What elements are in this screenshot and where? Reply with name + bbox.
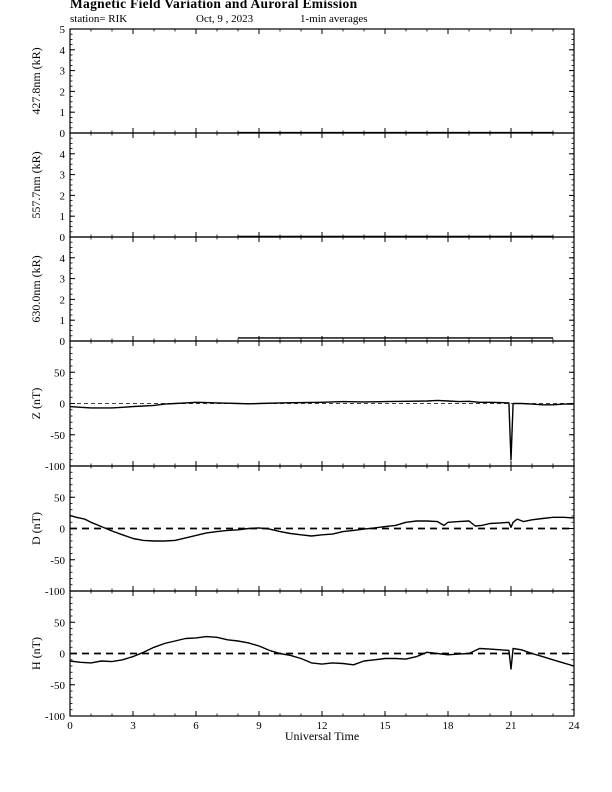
y-axis-label: 630.0nm (kR) [29, 255, 43, 323]
y-tick-label: 0 [59, 336, 65, 348]
y-tick-label: 4 [59, 44, 65, 57]
x-tick-label: 6 [193, 720, 199, 732]
y-tick-label: 50 [54, 492, 65, 505]
y-axis-label: D (nT) [29, 512, 43, 545]
y-tick-label: 4 [59, 252, 65, 265]
y-axis-label: 427.8nm (kR) [29, 47, 43, 115]
y-tick-label: -50 [50, 429, 65, 442]
y-tick-label: 1 [59, 107, 65, 120]
y-tick-label: 3 [59, 65, 65, 78]
y-tick-label: 3 [59, 169, 65, 182]
x-tick-label: 3 [130, 720, 136, 732]
y-tick-label: 0 [59, 648, 65, 661]
y-axis-label: H (nT) [29, 637, 43, 670]
y-tick-label: -50 [50, 679, 65, 692]
y-tick-label: 0 [59, 232, 65, 244]
averaging-label: 1-min averages [300, 13, 368, 25]
x-tick-label: 18 [442, 720, 454, 732]
x-tick-label: 9 [256, 720, 262, 732]
y-tick-label: 4 [59, 148, 65, 161]
y-tick-label: -50 [50, 554, 65, 567]
y-tick-label: -100 [44, 586, 65, 598]
y-tick-label: 0 [59, 398, 65, 411]
y-tick-label: 5 [59, 24, 65, 36]
y-tick-label: 1 [59, 315, 65, 328]
y-axis-label: 557.7nm (kR) [29, 151, 43, 219]
y-tick-label: 50 [54, 617, 65, 630]
x-tick-label: 0 [67, 720, 73, 732]
panel-frame [70, 237, 574, 341]
x-tick-label: 24 [568, 720, 580, 732]
y-tick-label: 2 [59, 190, 65, 203]
x-tick-label: 21 [505, 720, 517, 732]
y-tick-label: 0 [59, 128, 65, 140]
y-tick-label: 2 [59, 86, 65, 99]
chart-title: Magnetic Field Variation and Auroral Emission [70, 0, 358, 11]
panel-frame [70, 133, 574, 237]
y-tick-label: 2 [59, 294, 65, 307]
x-tick-label: 15 [379, 720, 391, 732]
panel-frame [70, 29, 574, 133]
y-tick-label: 0 [59, 523, 65, 536]
station-label: station= RIK [70, 13, 128, 25]
y-tick-label: 3 [59, 273, 65, 286]
y-tick-label: -100 [44, 711, 65, 723]
x-axis-label: Universal Time [284, 729, 360, 743]
y-tick-label: 1 [59, 211, 65, 224]
y-tick-label: 50 [54, 367, 65, 380]
series-line [70, 400, 574, 459]
x-tick-label: 12 [316, 720, 328, 732]
date-label: Oct, 9 , 2023 [196, 13, 254, 25]
y-axis-label: Z (nT) [29, 387, 43, 420]
y-tick-label: -100 [44, 461, 65, 473]
